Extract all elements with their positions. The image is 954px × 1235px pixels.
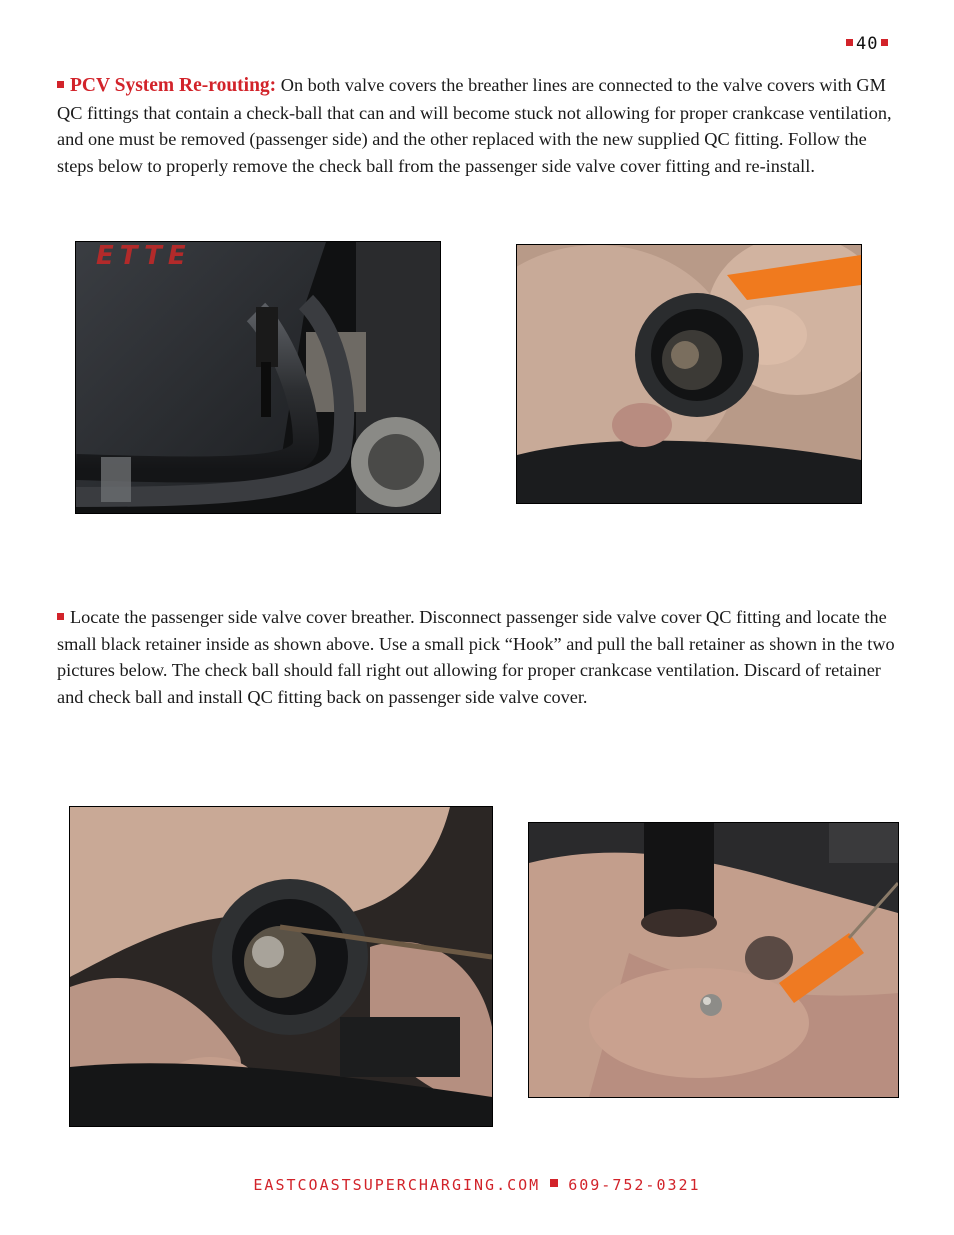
section-body-text: Locate the passenger side valve cover breather. Disconnect passenger side valve cover QC fitting and locate the small black retainer inside as shown above. Use a small pick “Hook” and pull the ball retainer as shown in the two pictures below. The check ball should fall right out allowing for proper crankcase ventilation. Discard of retainer and check ball and install QC fitting back on passenger side valve cover.: [57, 607, 895, 707]
bullet-square-icon: [846, 39, 853, 46]
page-number-value: 40: [856, 34, 879, 54]
page-number: [843, 34, 891, 54]
footer-phone: 609-752-0321: [568, 1176, 701, 1194]
footer: [0, 1176, 954, 1194]
qc-fitting-closeup-photo: [516, 244, 862, 504]
engine-bay-photo: [75, 241, 441, 514]
footer-website: EASTCOASTSUPERCHARGING.COM: [253, 1176, 541, 1194]
bullet-square-icon: [57, 81, 64, 88]
check-ball-in-hand-photo: [528, 822, 899, 1098]
bullet-square-icon: [57, 613, 64, 620]
bullet-square-icon: [550, 1179, 558, 1187]
engine-cover-lettering: ETTE: [96, 242, 192, 271]
bullet-square-icon: [881, 39, 888, 46]
passenger-breather-paragraph: [57, 604, 907, 710]
section-heading: PCV System Re-routing:: [70, 75, 277, 96]
pick-retainer-photo: [69, 806, 493, 1127]
pcv-rerouting-paragraph: [57, 72, 907, 179]
section-body-text: On both valve covers the breather lines are connected to the valve covers with GM QC fittings that contain a check-ball that can and will become stuck not allowing for proper crankcase ventilation, and one must be removed (passenger side) and the other replaced with the new supplied QC fitting. Follow the steps below to properly remove the check ball from the passenger side valve cover fitting and re-install.: [57, 75, 892, 176]
